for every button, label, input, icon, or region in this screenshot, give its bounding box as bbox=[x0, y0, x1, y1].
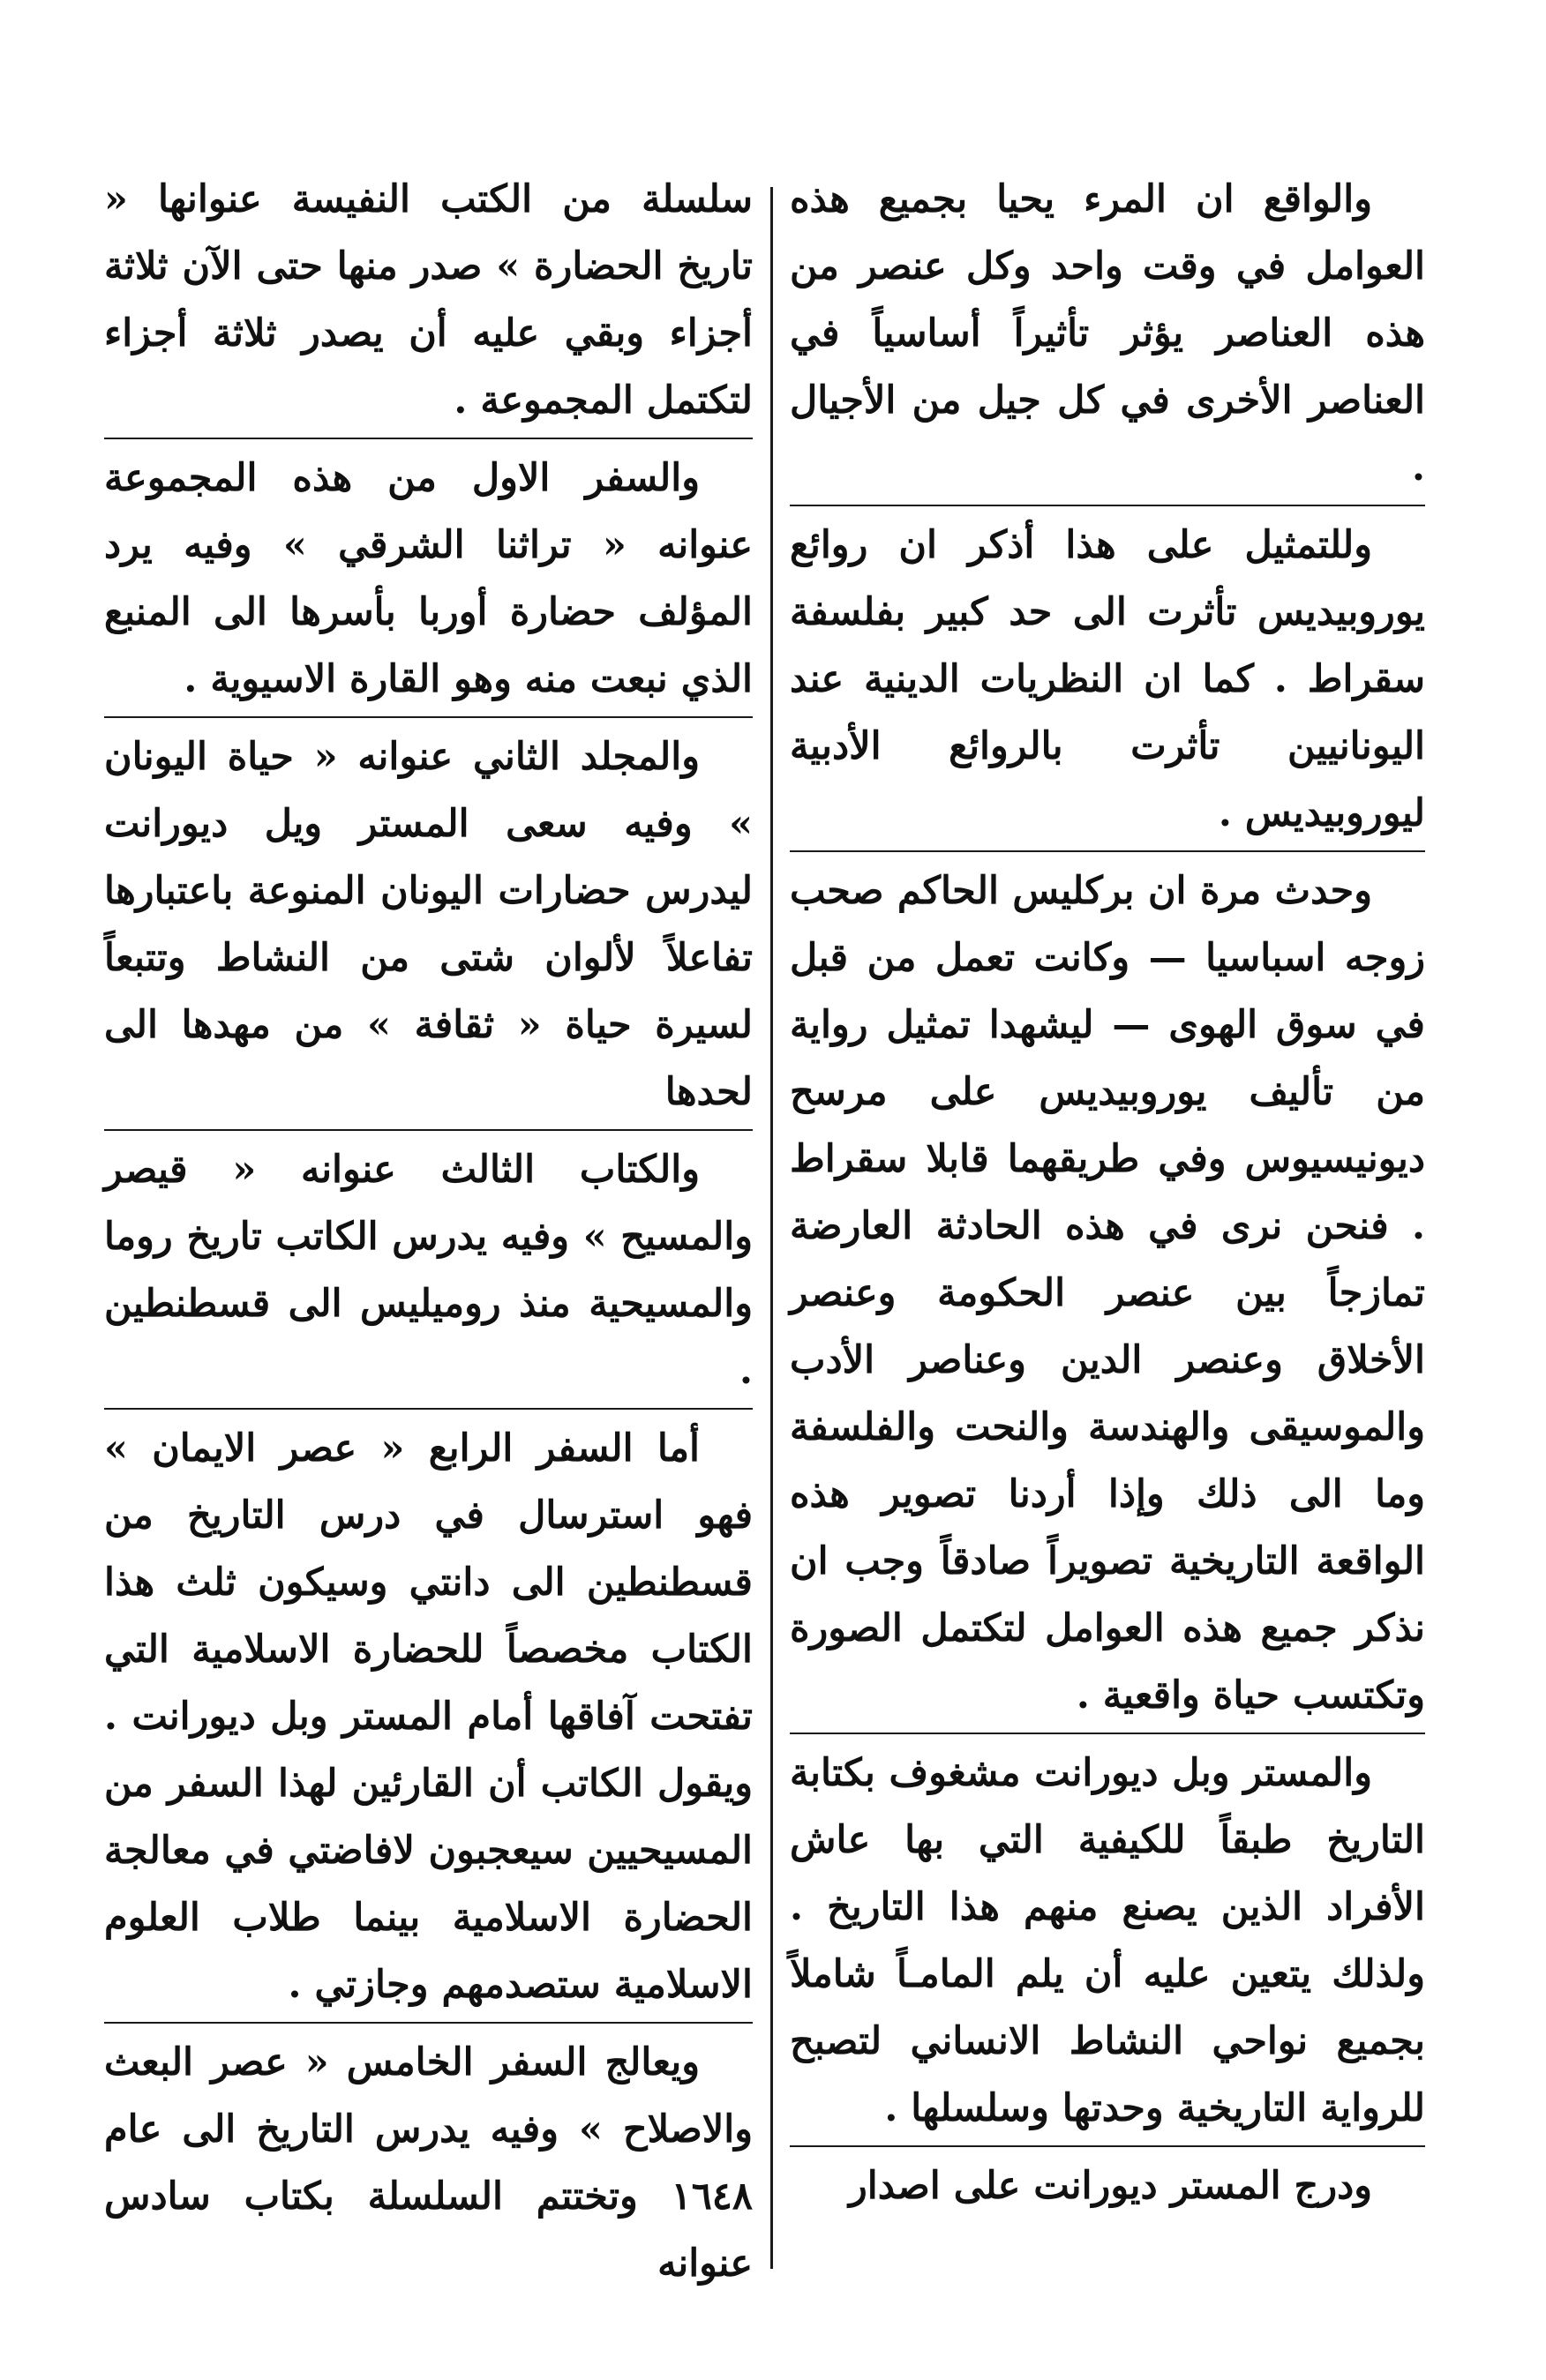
right-paragraph-4: والمستر وبل ديورانت مشغوف بكتابة التاريخ طبقاً للكيفية التي بها عاش الأفراد الذين يصنع منهم هذا التاريخ . ولذلك يتعين عليه أن يلم المامـاً شاملاً بجميع نواحي النشاط الانساني لتصبح للرواية التاريخية وحدتها وسلسلها . bbox=[790, 1740, 1425, 2147]
right-paragraph-5: ودرج المستر ديورانت على اصدار bbox=[849, 2164, 1372, 2208]
right-column bbox=[790, 166, 1425, 2228]
right-paragraph-3: وحدث مرة ان بركليس الحاكم صحب زوجه اسباسيا — وكانت تعمل من قبل في سوق الهوى — ليشهدا تمثيل رواية من تأليف يوروبيديس على مرسح ديونيسيوس وفي طريقهما قابلا سقراط . فنحن نرى في هذه الحادثة العارضة تمازجاً بين عنصر الحكومة وعنصر الأخلاق وعنصر الدين وعناصر الأدب والموسيقى والهندسة والنحت والفلسفة وما الى ذلك وإذا أردنا تصوير هذه الواقعة التاريخية تصويراً صادقاً وجب ان نذكر جميع هذه العوامل لتكتمل الصورة وتكتسب حياة واقعية . bbox=[790, 857, 1425, 1734]
right-paragraph-1: والواقع ان المرء يحيا بجميع هذه العوامل في وقت واحد وكل عنصر من هذه العناصر يؤثر تأثيراً أساسياً في العناصر الأخرى في كل جيل من الأجيال . bbox=[790, 166, 1425, 506]
left-paragraph-4: والكتاب الثالث عنوانه « قيصر والمسيح » وفيه يدرس الكاتب تاريخ روما والمسيحية منذ روميليس الى قسطنطين . bbox=[104, 1136, 753, 1410]
left-paragraph-2: والسفر الاول من هذه المجموعة عنوانه « تراثنا الشرقي » وفيه يرد المؤلف حضارة أوربا بأسرها الى المنبع الذي نبعت منه وهو القارة الاسيوية . bbox=[104, 445, 753, 718]
left-column bbox=[104, 166, 753, 2306]
left-paragraph-5: أما السفر الرابع « عصر الايمان » فهو استرسال في درس التاريخ من قسطنطين الى دانتي وسيكون ثلث هذا الكتاب مخصصاً للحضارة الاسلامية التي تفتحت آفاقها أمام المستر وبل ديورانت . ويقول الكاتب أن القارئين لهذا السفر من المسيحيين سيعجبون لافاضتي في معالجة الحضارة الاسلامية بينما طلاب العلوم الاسلامية ستصدمهم وجازتي . bbox=[104, 1415, 753, 2024]
right-paragraph-2: وللتمثيل على هذا أذكر ان روائع يوروبيديس تأثرت الى حد كبير بفلسفة سقراط . كما ان النظريات الدينية عند اليونانيين تأثرت بالروائع الأدبية ليوروبيديس . bbox=[790, 512, 1425, 852]
left-paragraph-3: والمجلد الثاني عنوانه « حياة اليونان » وفيه سعى المستر ويل ديورانت ليدرس حضارات اليونان المنوعة باعتبارها تفاعلاً لألوان شتى من النشاط وتتبعاً لسيرة حياة « ثقافة » من مهدها الى لحدها bbox=[104, 723, 753, 1131]
left-paragraph-6: ويعالج السفر الخامس « عصر البعث والاصلاح » وفيه يدرس التاريخ الى عام ١٦٤٨ وتختتم السلسلة بكتاب سادس عنوانه bbox=[104, 2040, 753, 2286]
left-paragraph-1: سلسلة من الكتب النفيسة عنوانها « تاريخ الحضارة » صدر منها حتى الآن ثلاثة أجزاء وبقي عليه أن يصدر ثلاثة أجزاء لتكتمل المجموعة . bbox=[104, 166, 753, 439]
column-divider bbox=[770, 187, 773, 2269]
